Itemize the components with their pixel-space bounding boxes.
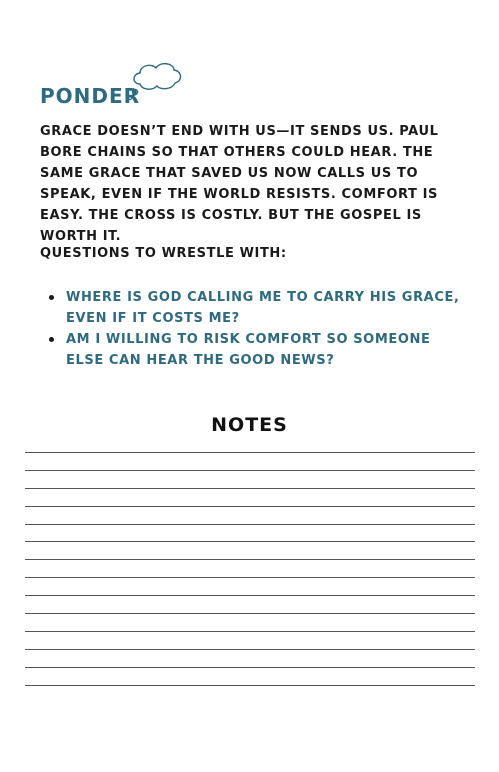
note-line [25, 470, 475, 471]
note-line [25, 595, 475, 596]
note-line [25, 631, 475, 632]
questions-heading: QUESTIONS TO WRESTLE WITH: [40, 246, 287, 261]
notes-lines [25, 452, 475, 702]
note-line [25, 577, 475, 578]
note-line [25, 649, 475, 650]
note-line [25, 506, 475, 507]
ponder-heading: PONDER [40, 84, 141, 108]
note-line [25, 559, 475, 560]
question-item: AM I WILLING TO RISK COMFORT SO SOMEONE ELSE CAN HEAR THE GOOD NEWS? [66, 329, 466, 371]
note-line [25, 667, 475, 668]
note-line [25, 613, 475, 614]
note-line [25, 488, 475, 489]
note-line [25, 685, 475, 686]
question-item: WHERE IS GOD CALLING ME TO CARRY HIS GRACE, EVEN IF IT COSTS ME? [66, 287, 466, 329]
questions-list [66, 287, 466, 371]
reflection-paragraph: GRACE DOESN’T END WITH US—IT SENDS US. PAUL BORE CHAINS SO THAT OTHERS COULD HEAR. THE SAME GRACE THAT SAVED US NOW CALLS US TO SPEAK, EVEN IF THE WORLD RESISTS. COMFORT IS EASY. THE CROSS IS COSTLY. BUT THE GOSPEL IS WORTH IT. [40, 124, 439, 244]
note-line [25, 524, 475, 525]
thought-cloud-icon [126, 60, 184, 104]
notes-heading: NOTES [211, 414, 288, 436]
note-line [25, 452, 475, 453]
note-line [25, 541, 475, 542]
